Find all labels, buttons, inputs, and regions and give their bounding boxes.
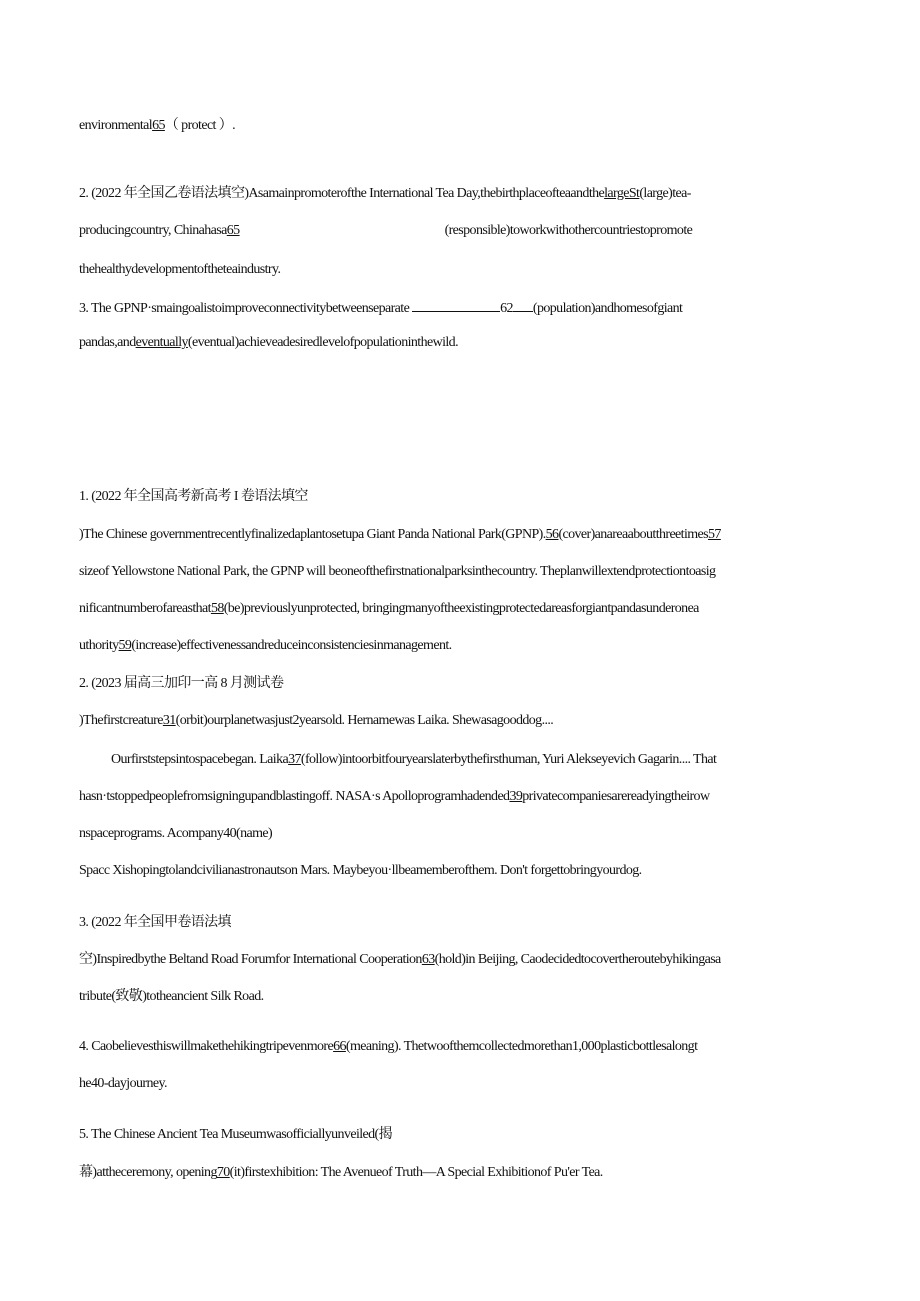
- text: nspaceprograms. Acompany40(name): [79, 826, 273, 841]
- blank-line: [412, 298, 500, 312]
- blank-number: 65: [152, 118, 165, 133]
- blank-number: 63: [421, 952, 435, 967]
- blank-number: 57: [708, 527, 721, 542]
- text: environmental: [79, 118, 153, 133]
- text: )Thefirstcreature: [79, 713, 163, 728]
- s2-question-5-line-2: [79, 1164, 603, 1182]
- s2-question-2-line-3: [79, 788, 709, 806]
- blank-line: [513, 298, 533, 312]
- text: hasn·tstoppedpeoplefromsigningupandblastingoff. NASA·s Apolloprogramhadended: [79, 789, 510, 804]
- text: )The Chinese governmentrecentlyfinalizedaplantosetupa Giant Panda National Park(GPNP).: [79, 527, 546, 542]
- text: 幕)attheceremony, opening: [79, 1165, 217, 1180]
- text: producingcountry, Chinahasa: [79, 223, 227, 238]
- text: pandas,and: [79, 335, 136, 350]
- question-2-line-3: [79, 261, 280, 279]
- s2-question-1-head: [79, 488, 308, 506]
- text: (increase)effectivenessandreduceinconsistenciesinmanagement.: [131, 638, 452, 653]
- s2-question-3-line-2: [79, 988, 264, 1006]
- s2-question-4-line-1: [79, 1038, 697, 1056]
- s2-question-2-head: [79, 675, 283, 693]
- s2-question-1-line-1: [79, 526, 721, 544]
- question-2-line-2: [79, 222, 692, 240]
- text: tribute(致敬)totheancient Silk Road.: [79, 989, 264, 1004]
- text: (it)firstexhibition: The Avenueof Truth—A Special Exhibitionof Pu'er Tea.: [229, 1165, 603, 1180]
- text: (hold)in Beijing, Caodecidedtocovertheroutebyhikingasa: [434, 952, 721, 967]
- s2-question-2-line-2: [111, 751, 716, 769]
- text: thehealthydevelopmentoftheteaindustry.: [79, 262, 281, 277]
- blank-number: 70: [216, 1165, 230, 1180]
- text: 2. (2023 届高三加印一高 8 月测试卷: [79, 676, 284, 691]
- text: （ protect ）.: [164, 118, 236, 133]
- blank-number: 37: [288, 752, 301, 767]
- blank-number: 58: [210, 601, 224, 616]
- text: 1. (2022 年全国高考新高考 I 卷语法填空: [79, 489, 308, 504]
- answer-underlined: eventually: [135, 335, 188, 350]
- s2-question-1-line-4: [79, 637, 452, 655]
- s2-question-2-line-5: [79, 862, 642, 880]
- question-3-line-1: [79, 298, 682, 318]
- answer-underlined: largeSt: [604, 186, 640, 201]
- s2-question-1-line-3: [79, 600, 699, 618]
- text: Spacc Xishopingtolandcivilianastronautson Mars. Maybeyou·llbeamemberofthem. Don't forgettobringyourdog.: [79, 863, 642, 878]
- text: 4. Caobelievesthiswillmakethehikingtripevenmore: [79, 1039, 334, 1054]
- text: privatecompaniesarereadyingtheirow: [522, 789, 710, 804]
- blank-number: 59: [118, 638, 132, 653]
- text: 空)Inspiredbythe Beltand Road Forumfor International Cooperation: [79, 952, 422, 967]
- blank-number: 31: [162, 713, 176, 728]
- text: nificantnumberofareasthat: [79, 601, 211, 616]
- text: Ourfirststepsintospacebegan. Laika: [111, 752, 289, 767]
- text: (eventual)achieveadesiredlevelofpopulationinthewild.: [187, 335, 458, 350]
- s2-question-2-line-4: [79, 825, 272, 843]
- text: 2. (2022 年全国乙卷语法填空)Asamainpromoterofthe International Tea Day,thebirthplaceofteaandthe: [79, 186, 605, 201]
- text: 3. The GPNP·smaingoalistoimproveconnectivitybetweenseparate: [79, 301, 410, 316]
- text: (be)previouslyunprotected, bringingmanyoftheexistingprotectedareasforgiantpandasunderonea: [223, 601, 699, 616]
- text: (follow)intoorbitfouryearslaterbythefirsthuman, Yuri Alekseyevich Gagarin.... That: [300, 752, 717, 767]
- s2-question-1-line-2: [79, 563, 715, 581]
- blank-number: 56: [545, 527, 559, 542]
- text: (meaning). Thetwoofthemcollectedmorethan1,000plasticbottlesalongt: [345, 1039, 698, 1054]
- text: 3. (2022 年全国甲卷语法填: [79, 915, 231, 930]
- s2-question-4-line-2: [79, 1075, 167, 1093]
- blank-number: 62: [500, 301, 513, 316]
- text: he40-dayjourney.: [79, 1076, 167, 1091]
- text-line: [79, 117, 235, 135]
- text: (orbit)ourplanetwasjust2yearsold. Hernamewas Laika. Shewasagooddog....: [175, 713, 554, 728]
- question-3-line-2: [79, 334, 458, 352]
- text: 5. The Chinese Ancient Tea Museumwasofficiallyunveiled(揭: [79, 1127, 393, 1142]
- blank-number: 66: [333, 1039, 346, 1054]
- s2-question-3-line-1: [79, 951, 721, 969]
- s2-question-5-line-1: [79, 1126, 392, 1144]
- text: uthority: [79, 638, 119, 653]
- s2-question-2-line-1: [79, 712, 553, 730]
- text: (cover)anareaaboutthreetimes: [558, 527, 708, 542]
- text: (population)andhomesofgiant: [532, 301, 683, 316]
- question-2-line-1: [79, 185, 691, 203]
- text: (large)tea-: [639, 186, 691, 201]
- blank-number: 65: [226, 223, 240, 238]
- text: sizeof Yellowstone National Park, the GPNP will beoneofthefirstnationalparksinthecountry. Theplanwillextendprotectiontoasig: [79, 564, 716, 579]
- blank-number: 39: [509, 789, 523, 804]
- text: (responsible)toworkwithothercountriestopromote: [444, 223, 693, 238]
- s2-question-3-head: [79, 914, 231, 932]
